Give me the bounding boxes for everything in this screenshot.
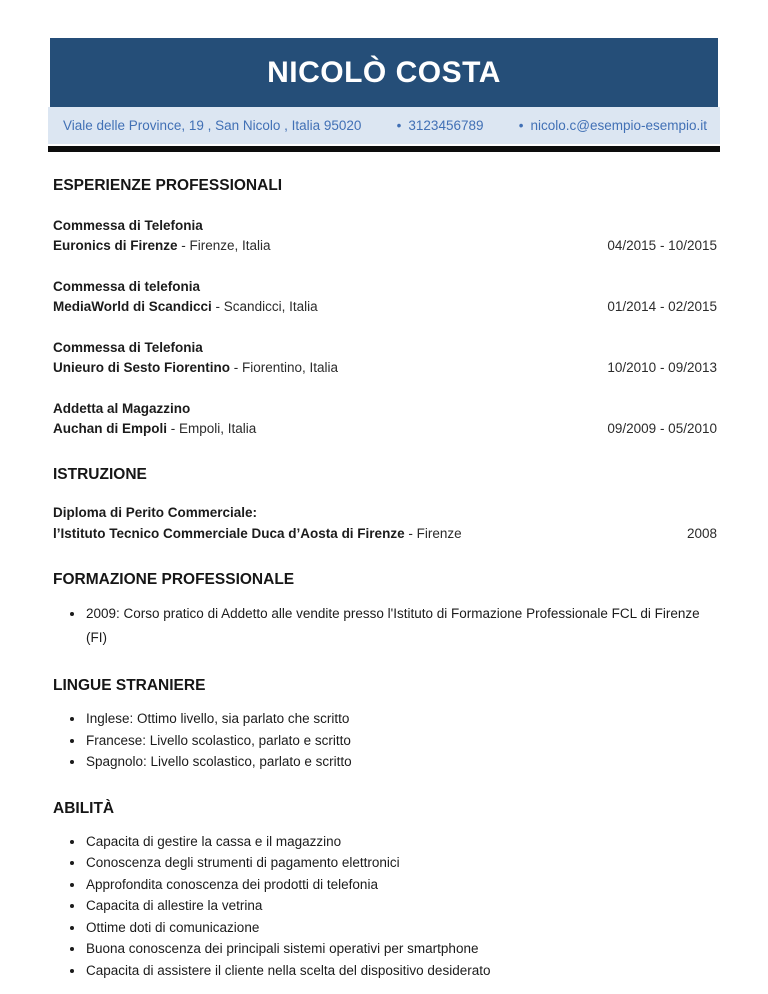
job-employer-location — [53, 358, 338, 378]
education-year: 2008 — [686, 526, 717, 541]
contact-email — [519, 118, 707, 133]
job-location: - Scandicci, Italia — [211, 299, 318, 314]
education-details — [53, 523, 717, 544]
education-school-location — [53, 523, 462, 544]
candidate-name: NICOLÒ COSTA — [267, 55, 501, 89]
section-skills — [53, 800, 717, 982]
education-location: - Firenze — [404, 526, 462, 541]
contact-email-address: nicolo.c@esempio-esempio.it — [530, 118, 707, 133]
job-employer: Euronics di Firenze — [53, 238, 178, 253]
list-item: • Ottime doti di comunicazione — [85, 917, 717, 939]
list-item: • Capacita di allestire la vetrina — [85, 895, 717, 917]
section-title-skills: ABILITÀ — [53, 799, 115, 817]
job-entry — [53, 277, 717, 317]
job-employer: MediaWorld di Scandicci — [53, 299, 212, 314]
job-dates: 09/2009 - 05/2010 — [607, 421, 717, 436]
job-location: - Fiorentino, Italia — [230, 360, 339, 375]
contact-phone-number: 3123456789 — [408, 118, 484, 133]
job-details — [53, 358, 717, 378]
list-item: • Approfondita conoscenza dei prodotti di telefonia — [85, 874, 717, 896]
list-item: • Buona conoscenza dei principali sistemi operativi per smartphone — [85, 938, 717, 960]
job-employer-location — [53, 297, 318, 317]
job-location: - Firenze, Italia — [177, 238, 271, 253]
job-role: Commessa di telefonia — [53, 279, 201, 294]
education-school: l’Istituto Tecnico Commerciale Duca d’Aosta di Firenze — [53, 526, 405, 541]
list-item: • Capacita di gestire la cassa e il magazzino — [85, 831, 717, 853]
languages-list — [53, 708, 717, 773]
section-title-education: ISTRUZIONE — [53, 466, 147, 483]
section-title-training: FORMAZIONE PROFESSIONALE — [53, 571, 295, 588]
job-role: Commessa di Telefonia — [53, 340, 203, 355]
list-item: • Capacita di assistere il cliente nella scelta del dispositivo desiderato — [85, 960, 717, 982]
education-entry — [53, 502, 717, 544]
training-list — [53, 602, 717, 650]
section-education — [53, 466, 717, 544]
job-employer-location — [53, 419, 256, 439]
contact-bar — [48, 107, 720, 144]
job-details — [53, 297, 717, 317]
section-title-languages: LINGUE STRANIERE — [53, 677, 206, 694]
name-banner — [50, 38, 718, 107]
job-role: Addetta al Magazzino — [53, 401, 191, 416]
job-location: - Empoli, Italia — [167, 421, 257, 436]
section-experience — [53, 177, 717, 439]
list-item: • Inglese: Ottimo livello, sia parlato che scritto — [85, 708, 717, 730]
job-details — [53, 236, 717, 256]
job-employer: Unieuro di Sesto Fiorentino — [53, 360, 231, 375]
list-item: • Conoscenza degli strumenti di pagamento elettronici — [85, 852, 717, 874]
section-languages — [53, 677, 717, 773]
job-dates: 04/2015 - 10/2015 — [607, 238, 717, 253]
contact-address: Viale delle Province, 19 , San Nicolo , Italia 95020 — [63, 118, 362, 133]
section-training — [53, 571, 717, 650]
job-dates: 01/2014 - 02/2015 — [607, 299, 717, 314]
job-dates: 10/2010 - 09/2013 — [607, 360, 717, 375]
job-entry — [53, 399, 717, 439]
skills-list — [53, 831, 717, 982]
header-divider — [48, 146, 720, 152]
resume-header — [0, 0, 768, 152]
list-item: • 2009: Corso pratico di Addetto alle vendite presso l'Istituto di Formazione Professionale FCL di Firenze (FI) — [85, 602, 717, 650]
list-item: • Francese: Livello scolastico, parlato e scritto — [85, 730, 717, 752]
job-employer: Auchan di Empoli — [53, 421, 168, 436]
job-entry — [53, 338, 717, 378]
job-details — [53, 419, 717, 439]
section-title-experience: ESPERIENZE PROFESSIONALI — [53, 177, 283, 194]
contact-phone — [397, 118, 484, 133]
job-role: Commessa di Telefonia — [53, 218, 203, 233]
resume-body — [0, 177, 768, 981]
job-employer-location — [53, 236, 271, 256]
bullet-separator-icon: • — [518, 118, 524, 133]
education-degree: Diploma di Perito Commerciale: — [53, 505, 258, 520]
bullet-separator-icon: • — [396, 118, 402, 133]
list-item: • Spagnolo: Livello scolastico, parlato e scritto — [85, 751, 717, 773]
job-entry — [53, 216, 717, 256]
